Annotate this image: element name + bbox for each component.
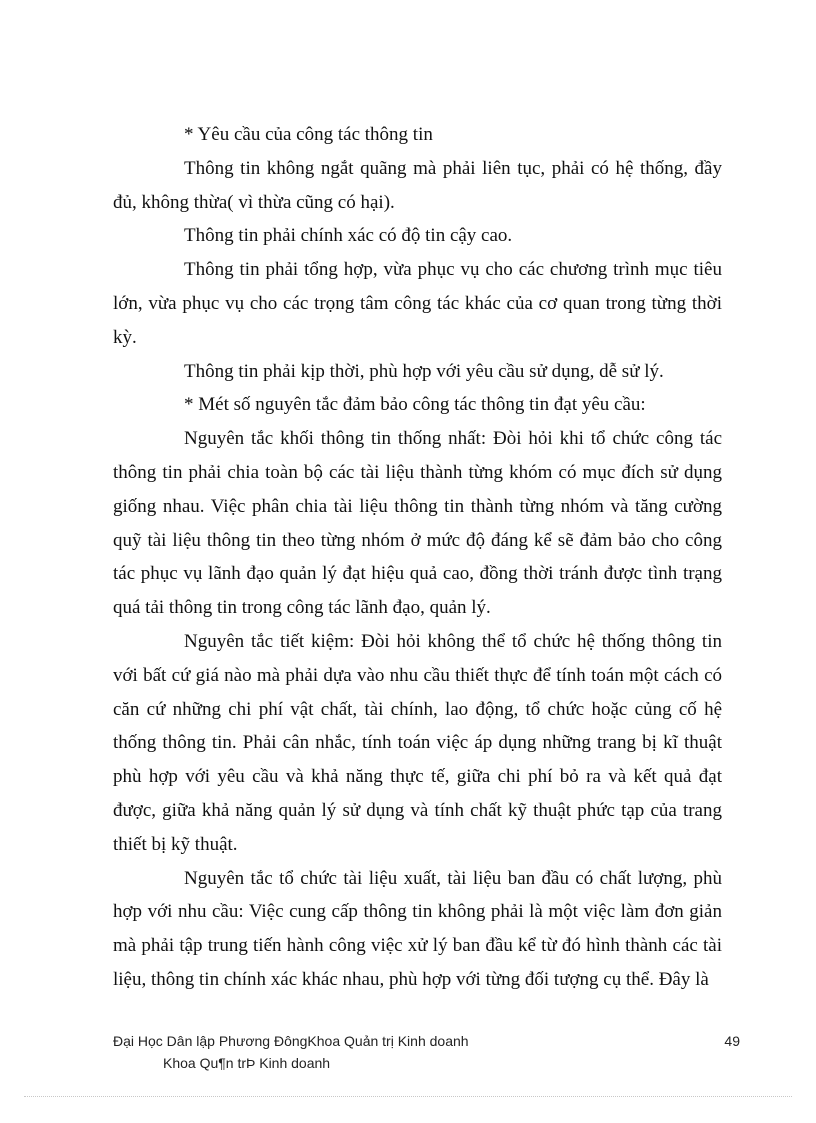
paragraph: Thông tin phải chính xác có độ tin cậy cao.: [184, 225, 513, 247]
page-footer: [113, 1030, 740, 1074]
bottom-divider: [24, 1096, 792, 1097]
paragraph: Thông tin phải tổng hợp, vừa phục vụ cho các chương trình mục tiêu lớn, vừa phục vụ cho các trọng tâm công tác khác của cơ quan trong từng thời kỳ.: [113, 259, 722, 348]
footer-institution: Đại Học Dân lập Phương ĐôngKhoa Quản trị Kinh doanh: [113, 1033, 469, 1049]
paragraph: Nguyên tắc tiết kiệm: Đòi hỏi không thể tổ chức hệ thống thông tin với bất cứ giá nào mà phải dựa vào nhu cầu thiết thực để tính toán một cách có căn cứ những chi phí vật chất, tài chính, lao động, tổ chức hoặc củng cố hệ thống thông tin. Phải cân nhắc, tính toán việc áp dụng những trang bị kĩ thuật phù hợp với yêu cầu và khả năng thực tế, giữa chi phí bỏ ra và kết quả đạt được, giữa khả năng quản lý sử dụng và tính chất kỹ thuật phức tạp của trang thiết bị kỹ thuật.: [113, 630, 722, 855]
document-body: [113, 118, 722, 997]
section-heading-principles: * Mét số nguyên tắc đảm bảo công tác thông tin đạt yêu cầu:: [184, 394, 646, 416]
footer-department: Khoa Qu¶n trÞ Kinh doanh: [163, 1055, 331, 1071]
paragraph: Thông tin phải kịp thời, phù hợp với yêu cầu sử dụng, dễ sử lý.: [184, 360, 664, 382]
paragraph: Nguyên tắc khối thông tin thống nhất: Đòi hỏi khi tổ chức công tác thông tin phải chia toàn bộ các tài liệu thành từng khóm có mục đích sử dụng giống nhau. Việc phân chia tài liệu thông tin thành từng nhóm và tăng cường quỹ tài liệu thông tin theo từng nhóm ở mức độ đáng kể sẽ đảm bảo cho công tác phục vụ lãnh đạo quản lý đạt hiệu quả cao, đồng thời tránh được tình trạng quá tải thông tin trong công tác lãnh đạo, quản lý.: [113, 428, 722, 619]
page-number: 49: [724, 1033, 740, 1049]
paragraph: Thông tin không ngắt quãng mà phải liên tục, phải có hệ thống, đầy đủ, không thừa( vì thừa cũng có hại).: [113, 157, 722, 213]
section-heading-requirements: * Yêu cầu của công tác thông tin: [184, 124, 433, 145]
paragraph: Nguyên tắc tổ chức tài liệu xuất, tài liệu ban đầu có chất lượng, phù hợp với nhu cầu: Việc cung cấp thông tin không phải là một việc làm đơn giản mà phải tập trung tiến hành công việc xử lý ban đầu kể từ đó hình thành các tài liệu, thông tin chính xác khác nhau, phù hợp với từng đối tượng cụ thể. Đây là: [113, 867, 722, 990]
